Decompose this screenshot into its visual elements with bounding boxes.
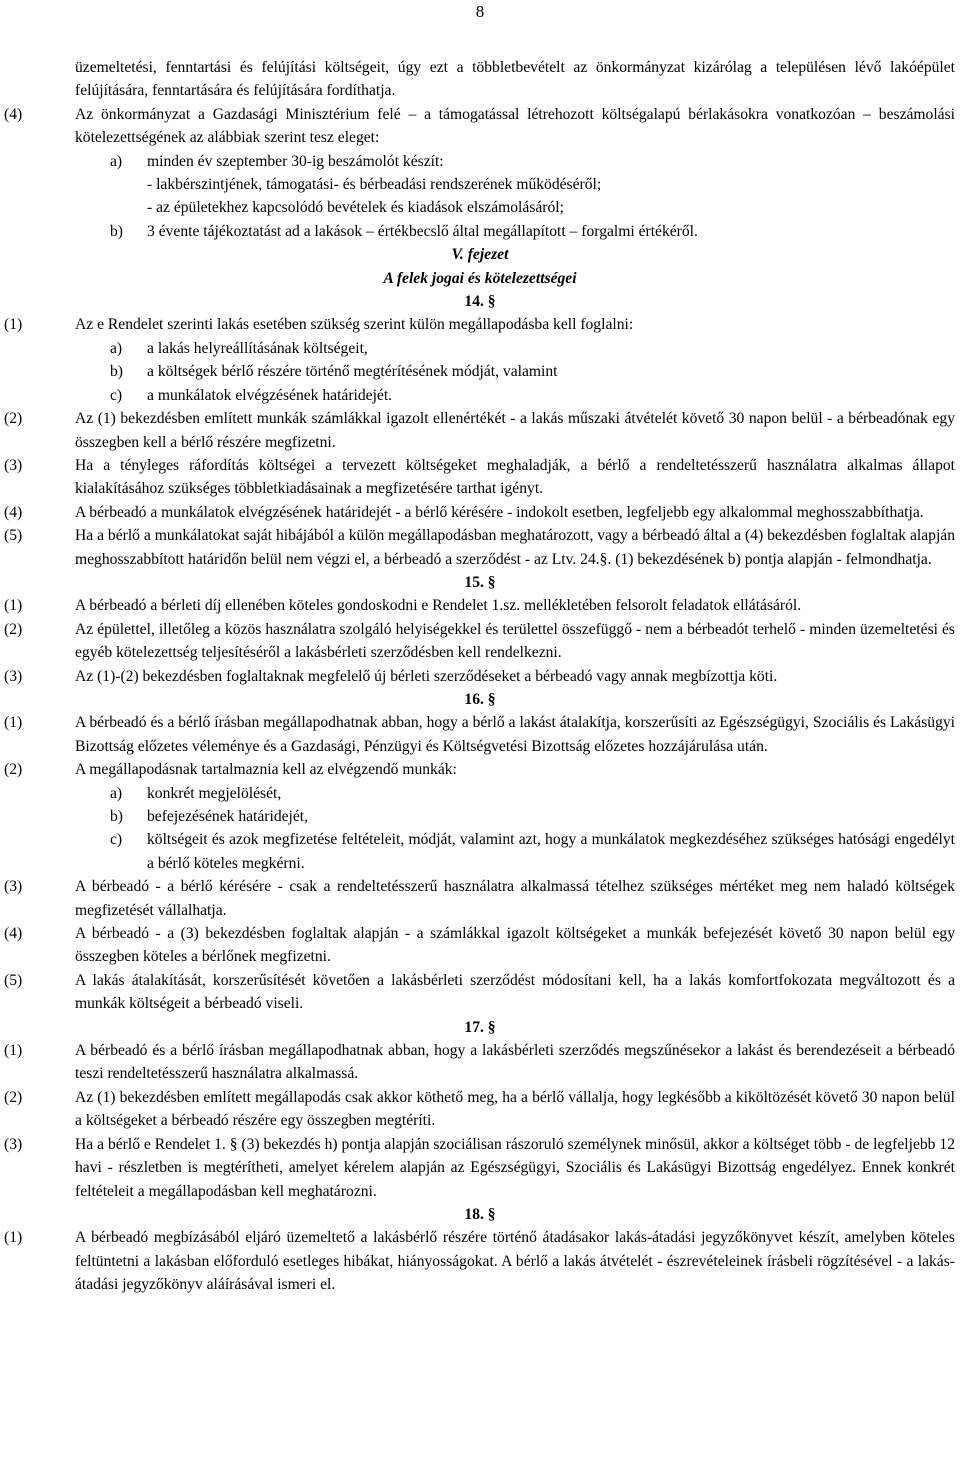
item-text: a lakás helyreállításának költségeit, bbox=[147, 339, 368, 357]
paragraph-text: A bérbeadó - a bérlő kérésére - csak a rendeltetésszerű használatra alkalmassá tételhez szükséges mértéket meg nem haladó költségek megfizetését vállalhatja. bbox=[75, 878, 955, 919]
paragraph-number: (1) bbox=[4, 316, 23, 334]
paragraph bbox=[0, 1039, 960, 1086]
paragraph-text: Az (1)-(2) bekezdésben foglaltaknak megfelelő új bérleti szerződéseket a bérbeadó vagy annak megbízottja köti. bbox=[75, 667, 778, 685]
paragraph-number: (5) bbox=[4, 527, 23, 545]
paragraph-number: (3) bbox=[4, 1135, 23, 1153]
document-body bbox=[0, 56, 960, 1297]
list-item bbox=[0, 220, 960, 243]
section-heading: 17. § bbox=[464, 1018, 496, 1036]
paragraph-text: Ha a bérlő e Rendelet 1. § (3) bekezdés h) pontja alapján szociálisan rászoruló személynek minősül, akkor a költséget több - de legfeljebb 12 havi - részletben is megtérítheti, amelyet kérelem alapján az Egészségügyi, Szociális és Lakásügyi Bizottság engedélyez. Ennek konkrét feltételeit a megállapodásban kell meghatározni. bbox=[75, 1135, 955, 1200]
item-text: a munkálatok elvégzésének határidejét. bbox=[147, 386, 393, 404]
paragraph-number: (2) bbox=[4, 761, 23, 779]
paragraph-number: (3) bbox=[4, 456, 23, 474]
paragraph bbox=[0, 594, 960, 617]
paragraph bbox=[0, 1133, 960, 1203]
list-item bbox=[0, 384, 960, 407]
list-item bbox=[0, 150, 960, 173]
paragraph-text: A bérbeadó - a (3) bekezdésben foglaltak alapján - a számlákkal igazolt költségeket a munkák befejezését követő 30 napon belül egy összegben köteles a bérlőnek megfizetni. bbox=[75, 925, 955, 966]
paragraph bbox=[0, 711, 960, 758]
dash-item: - az épületekhez kapcsolódó bevételek és kiadások elszámolásáról; bbox=[147, 199, 564, 217]
paragraph-number: (3) bbox=[4, 667, 23, 685]
paragraph-text: A lakás átalakítását, korszerűsítését követően a lakásbérleti szerződést módosítani kell, ha a lakás komfortfokozata megváltozott és a munkák költségeit a bérbeadó viseli. bbox=[75, 971, 955, 1013]
paragraph-number: (2) bbox=[4, 1088, 23, 1106]
paragraph-number: (4) bbox=[4, 925, 23, 943]
item-text: befejezésének határidejét, bbox=[147, 808, 309, 825]
section-heading: 16. § bbox=[464, 690, 496, 708]
list-item bbox=[0, 805, 960, 828]
list-item bbox=[0, 828, 960, 875]
paragraph-number: (3) bbox=[4, 878, 23, 896]
item-text: költségeit és azok megfizetése feltételeit, módját, valamint azt, hogy a munkálatok megkezdéséhez szükséges hatósági engedélyt a bérlő köteles megkérni. bbox=[147, 831, 955, 872]
paragraph-text: Ha a tényleges ráfordítás költségei a tervezett költségeket meghaladják, a bérlő a rendeltetésszerű használatra alkalmas állapot kialakításához szükséges többletkiadásainak a megfizetésére tarthat igényt. bbox=[75, 456, 955, 498]
paragraph bbox=[0, 758, 960, 781]
chapter-title: A felek jogai és kötelezettségei bbox=[383, 269, 577, 287]
paragraph bbox=[0, 1086, 960, 1133]
item-label: b) bbox=[110, 363, 123, 381]
paragraph-text: A bérbeadó és a bérlő írásban megállapodhatnak abban, hogy a lakásbérleti szerződés megszűnésekor a lakást és berendezéseit a bérbeadó teszi rendeltetésszerű használatra alkalmassá. bbox=[75, 1042, 955, 1083]
item-label: a) bbox=[110, 784, 123, 802]
item-label: c) bbox=[110, 831, 123, 849]
item-label: b) bbox=[110, 222, 123, 240]
paragraph bbox=[0, 524, 960, 571]
paragraph-text: A bérbeadó a bérleti díj ellenében köteles gondoskodni e Rendelet 1.sz. mellékletében felsorolt feladatok ellátásáról. bbox=[75, 597, 802, 615]
paragraph-text: A megállapodásnak tartalmaznia kell az elvégzendő munkák: bbox=[75, 761, 457, 779]
paragraph-number: (2) bbox=[4, 620, 23, 638]
list-item bbox=[0, 337, 960, 360]
paragraph-number: (1) bbox=[4, 1042, 23, 1060]
item-text: konkrét megjelölését, bbox=[147, 784, 282, 802]
paragraph-text: Az (1) bekezdésben említett munkák számlákkal igazolt ellenértékét - a lakás műszaki átvételét követő 30 napon belül - a bérbeadónak egy összegben kell a bérlő részére megfizetni. bbox=[75, 410, 955, 451]
list-item bbox=[0, 360, 960, 383]
section-heading: 14. § bbox=[464, 293, 496, 311]
paragraph-number: (4) bbox=[4, 503, 23, 521]
list-item bbox=[0, 782, 960, 805]
dash-item: - lakbérszintjének, támogatási- és bérbeadási rendszerének működéséről; bbox=[147, 176, 602, 194]
paragraph bbox=[0, 969, 960, 1016]
paragraph-text: A bérbeadó és a bérlő írásban megállapodhatnak abban, hogy a bérlő a lakást átalakítja, korszerűsíti az Egészségügyi, Szociális és Lakásügyi Bizottság előzetes véleménye és a Gazdasági, Pénzügyi és Költségvetési Bizottság előzetes hozzájárulása után. bbox=[75, 714, 955, 755]
paragraph-text: Az épülettel, illetőleg a közös használatra szolgáló helyiségekkel és területtel összefüggő - nem a bérbeadót terhelő - minden üzemeltetési és egyéb kötelezettség teljesítéséről a lakásbérleti szerződésben kell rendelkezni. bbox=[75, 620, 955, 662]
paragraph-text: A bérbeadó a munkálatok elvégzésének határidejét - a bérlő kérésére - indokolt esetben, legfeljebb egy alkalommal meghosszabbíthatja. bbox=[75, 503, 924, 521]
paragraph-number: (1) bbox=[4, 714, 23, 732]
item-text: minden év szeptember 30-ig beszámolót készít: bbox=[147, 152, 444, 170]
paragraph-continuation: üzemeltetési, fenntartási és felújítási költségeit, úgy ezt a többletbevételt az önkormányzat kizárólag a településen lévő lakóépület felújítására, fenntartására és felújítására fordíthatja. bbox=[75, 59, 955, 100]
paragraph-number: (1) bbox=[4, 1229, 23, 1247]
paragraph-text: Az e Rendelet szerinti lakás esetében szükség szerint külön megállapodásba kell foglalni: bbox=[75, 316, 634, 334]
paragraph-4 bbox=[0, 103, 960, 150]
paragraph bbox=[0, 1226, 960, 1296]
item-label: c) bbox=[110, 386, 123, 404]
item-text: 3 évente tájékoztatást ad a lakások – értékbecslő által megállapított – forgalmi értékéről. bbox=[147, 222, 698, 240]
paragraph-number: (4) bbox=[4, 105, 23, 123]
paragraph-text: Az (1) bekezdésben említett megállapodás csak akkor köthető meg, ha a bérlő vállalja, hogy legkésőbb a kiköltözését követő 30 napon belül a költségeket a bérbeadó részére egy összegben megtéríti. bbox=[75, 1088, 955, 1130]
section-heading: 18. § bbox=[464, 1205, 496, 1223]
page-number: 8 bbox=[475, 2, 485, 21]
paragraph-number: (2) bbox=[4, 410, 23, 428]
paragraph-text: Az önkormányzat a Gazdasági Minisztérium felé – a támogatással létrehozott költségalapú bérlakásokra vonatkozóan – beszámolási kötelezettségének az alábbiak szerint tesz eleget: bbox=[75, 105, 955, 147]
paragraph bbox=[0, 407, 960, 454]
paragraph-number: (5) bbox=[4, 971, 23, 989]
paragraph-text: A bérbeadó megbízásából eljáró üzemeltető a lakásbérlő részére történő átadásakor lakás-átadási jegyzőkönyvet készít, amelyben köteles feltüntetni a lakásban előforduló esetleges hibákat, hiányosságokat. A bérlő a lakás átvételét - észrevételeinek írásbeli rögzítésével - a lakás-átadási jegyzőkönyv aláírásával ismeri el. bbox=[75, 1229, 955, 1294]
paragraph bbox=[0, 313, 960, 336]
item-label: b) bbox=[110, 808, 123, 825]
paragraph bbox=[0, 618, 960, 665]
item-label: a) bbox=[110, 339, 123, 357]
chapter-number: V. fejezet bbox=[451, 246, 509, 264]
item-label: a) bbox=[110, 152, 123, 170]
item-text: a költségek bérlő részére történő megtérítésének módját, valamint bbox=[147, 363, 558, 381]
section-heading: 15. § bbox=[464, 573, 496, 591]
paragraph-text: Ha a bérlő a munkálatokat saját hibájából a külön megállapodásban meghatározott, vagy a bérbeadó által a (4) bekezdésben foglaltak alapján meghosszabbított határidőn belül nem végzi el, a bérbeadó a szerződést - az Ltv. 24.§. (1) bekezdésének b) pontja alapján - felmondhatja. bbox=[75, 527, 955, 568]
paragraph-number: (1) bbox=[4, 597, 23, 615]
paragraph bbox=[0, 665, 960, 688]
paragraph bbox=[0, 875, 960, 922]
paragraph bbox=[0, 454, 960, 501]
paragraph bbox=[0, 501, 960, 524]
paragraph bbox=[0, 922, 960, 969]
